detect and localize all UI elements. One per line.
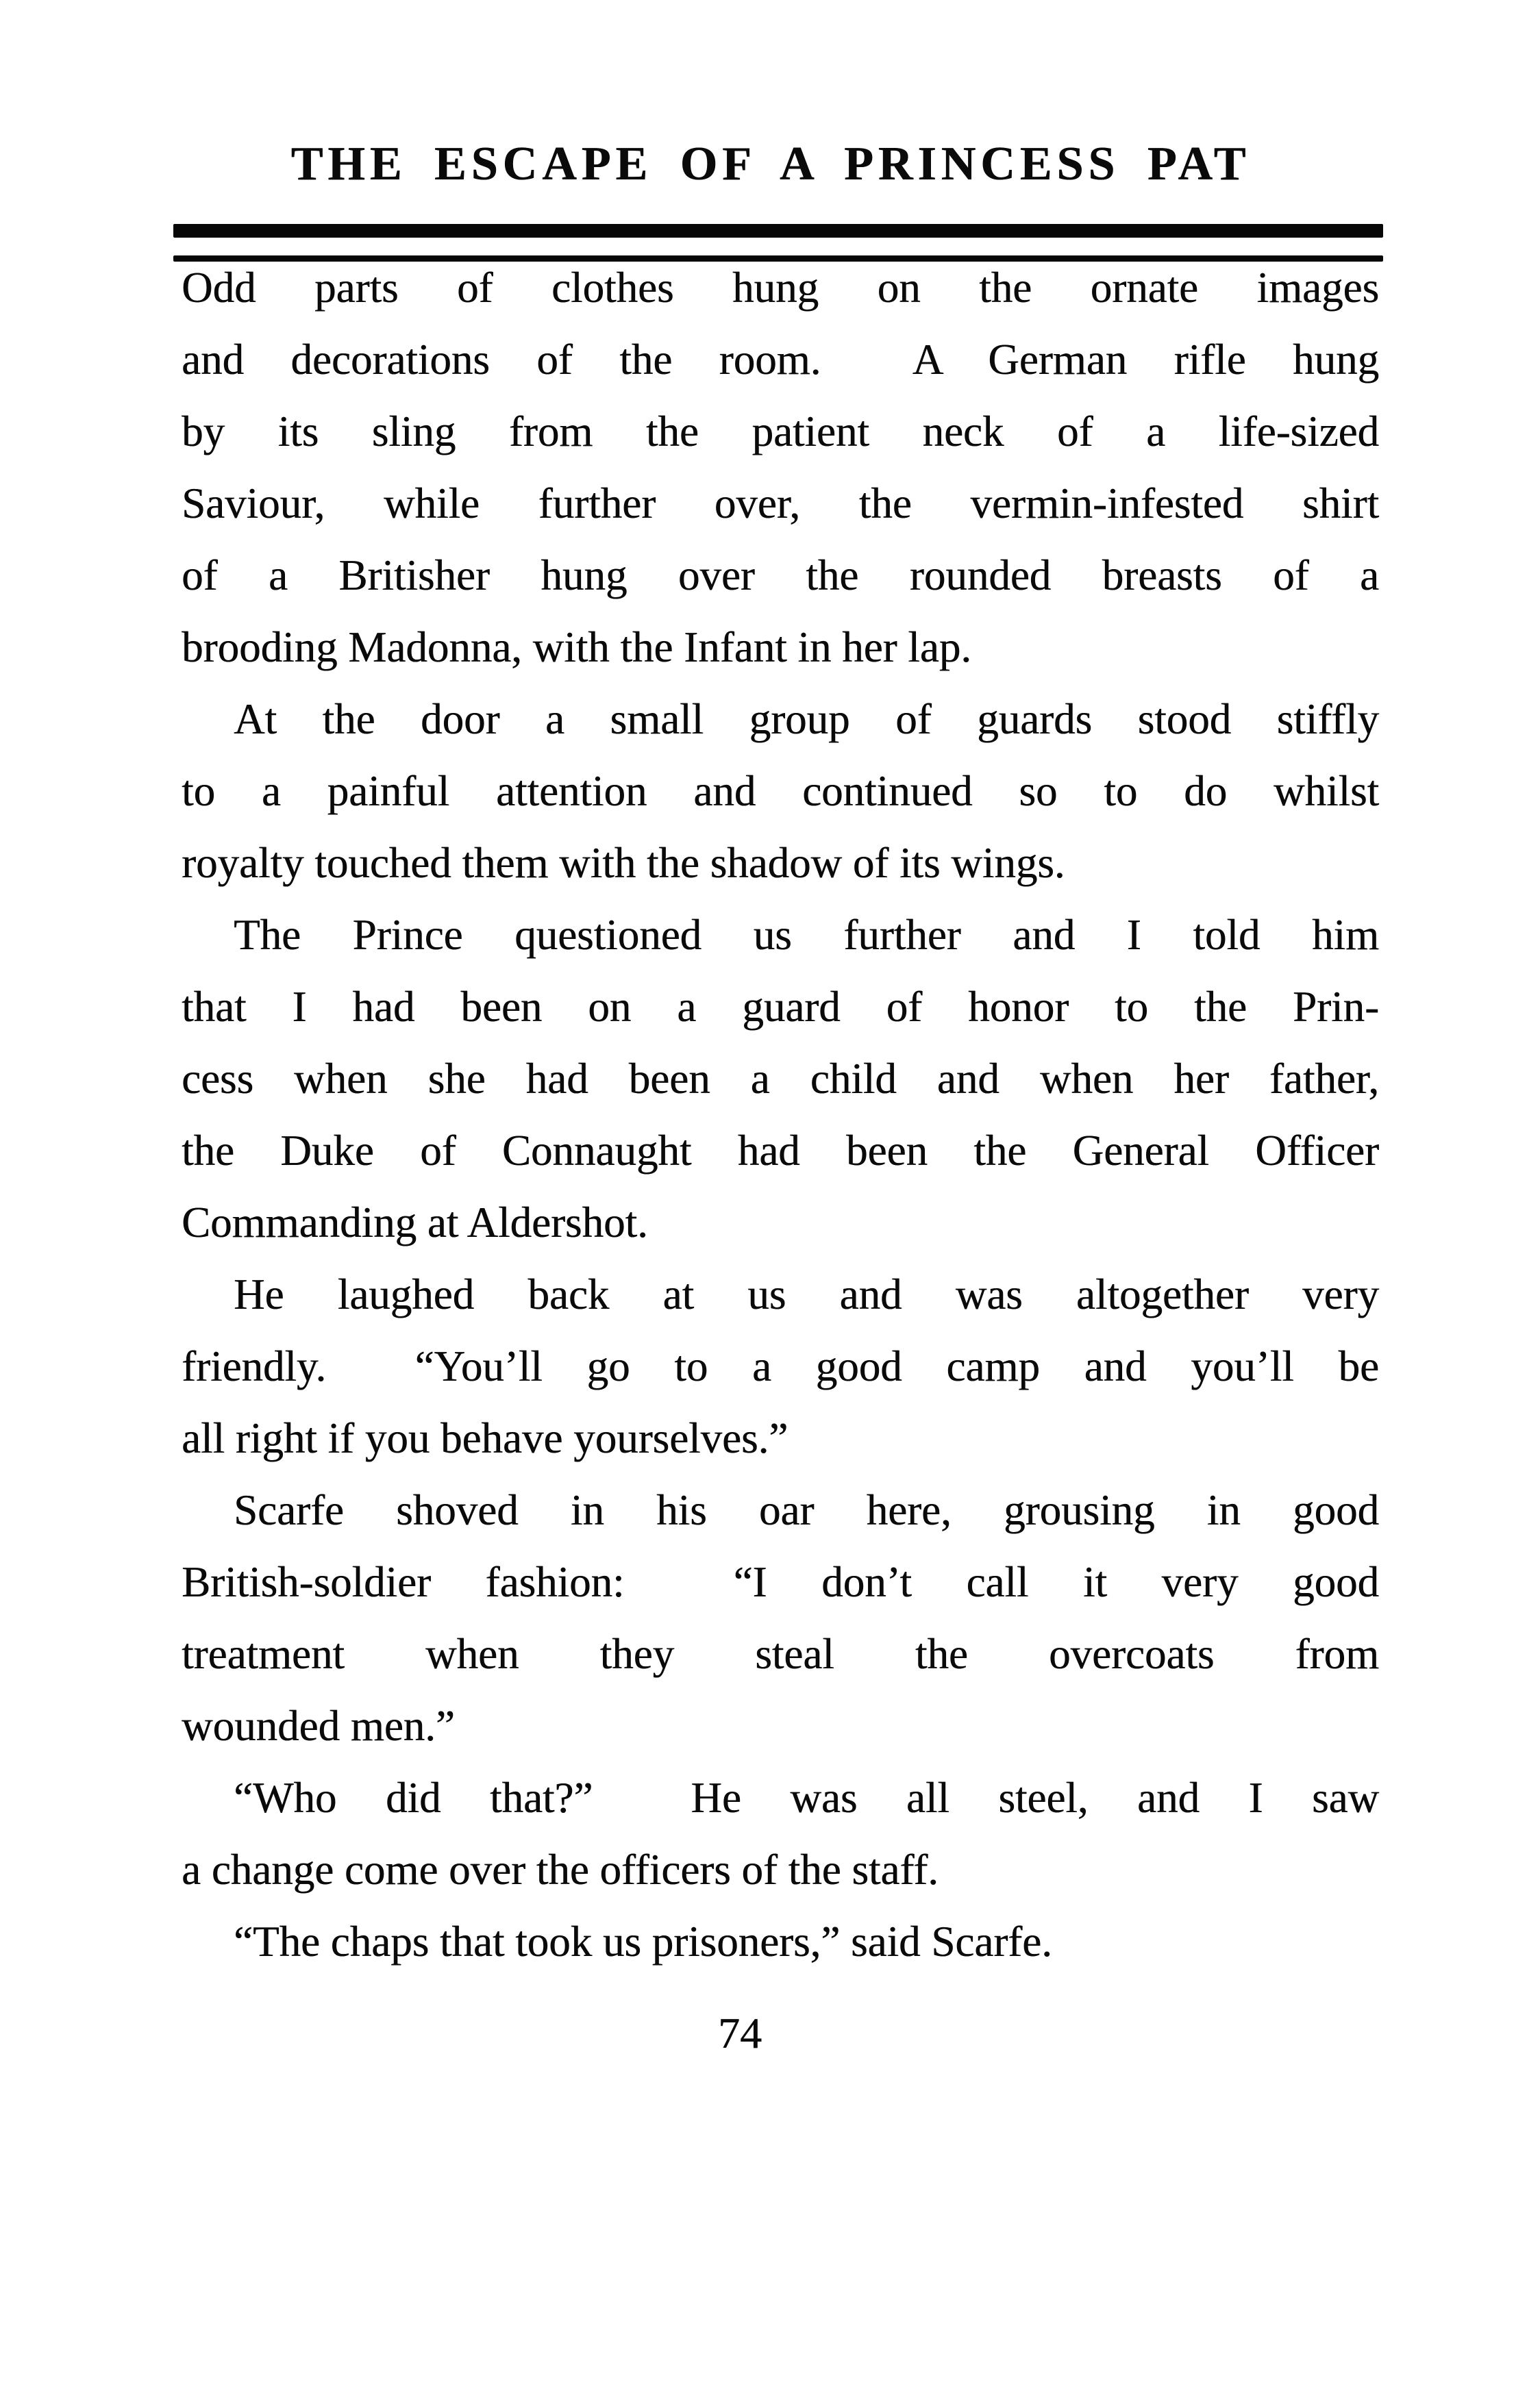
header-rule-thick <box>173 224 1383 238</box>
text-line: Scarfe shoved in his oar here, grousing in good <box>234 1486 1379 1534</box>
text-line: that I had been on a guard of honor to the Prin- <box>182 983 1379 1031</box>
text-line: a change come over the officers of the staff. <box>182 1846 939 1894</box>
text-line: Commanding at Aldershot. <box>182 1199 648 1246</box>
page-number: 74 <box>718 2009 762 2057</box>
text-line: treatment when they steal the overcoats from <box>182 1630 1379 1678</box>
text-line: cess when she had been a child and when her father, <box>182 1055 1379 1103</box>
text-line: brooding Madonna, with the Infant in her lap. <box>182 623 971 671</box>
text-line: Odd parts of clothes hung on the ornate images <box>182 264 1379 312</box>
text-line: royalty touched them with the shadow of its wings. <box>182 839 1065 887</box>
text-line: the Duke of Connaught had been the General Officer <box>182 1127 1379 1175</box>
text-line: wounded men.” <box>182 1702 455 1750</box>
text-line: to a painful attention and continued so to do whilst <box>182 767 1379 815</box>
body-text <box>182 252 1379 1978</box>
text-line: “Who did that?” He was all steel, and I saw <box>234 1774 1379 1822</box>
text-line: Saviour, while further over, the vermin-infested shirt <box>182 479 1379 527</box>
text-line: and decorations of the room. A German rifle hung <box>182 336 1379 384</box>
text-line: British-soldier fashion: “I don’t call it very good <box>182 1558 1379 1606</box>
text-line: The Prince questioned us further and I told him <box>234 911 1379 959</box>
text-line: by its sling from the patient neck of a life-sized <box>182 407 1379 455</box>
text-line: of a Britisher hung over the rounded breasts of a <box>182 551 1379 599</box>
text-line: “The chaps that took us prisoners,” said Scarfe. <box>234 1918 1052 1966</box>
text-line: friendly. “You’ll go to a good camp and you’ll be <box>182 1342 1379 1390</box>
text-line: He laughed back at us and was altogether very <box>234 1270 1379 1318</box>
text-line: all right if you behave yourselves.” <box>182 1414 788 1462</box>
text-line: At the door a small group of guards stood stiffly <box>234 695 1379 743</box>
running-header: THE ESCAPE OF A PRINCESS PAT <box>290 138 1251 190</box>
